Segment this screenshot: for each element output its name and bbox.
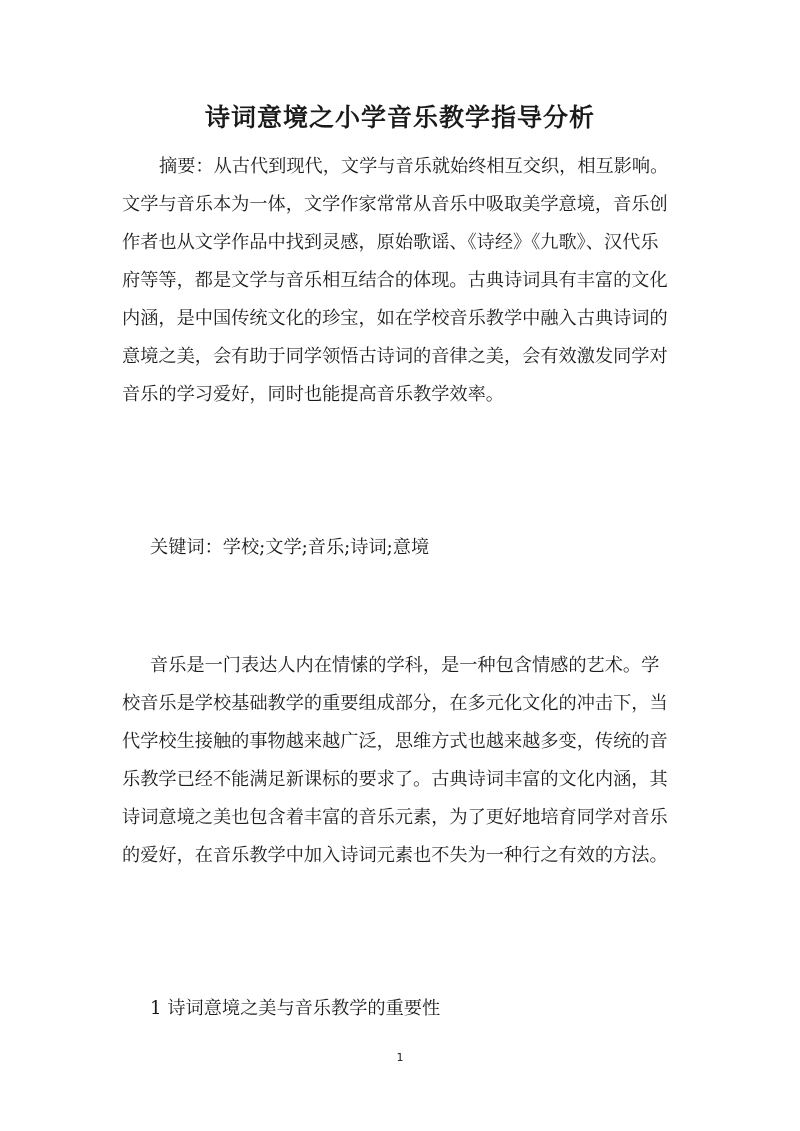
page-number: 1 — [396, 1051, 404, 1064]
body-paragraph — [122, 647, 682, 875]
body-line: 诗词意境之美也包含着丰富的音乐元素，为了更好地培育同学对音乐 — [122, 807, 668, 828]
keywords-line: 关键词：学校;文学;音乐;诗词;意境 — [150, 537, 430, 558]
abstract-line: 摘要：从古代到现代，文学与音乐就始终相互交织，相互影响。 — [159, 156, 669, 177]
body-line: 校音乐是学校基础教学的重要组成部分，在多元化文化的冲击下，当 — [122, 693, 668, 714]
abstract-line: 府等等，都是文学与音乐相互结合的体现。古典诗词具有丰富的文化 — [122, 270, 668, 291]
body-line: 的爱好，在音乐教学中加入诗词元素也不失为一种行之有效的方法。 — [122, 845, 668, 866]
document-title: 诗词意境之小学音乐教学指导分析 — [204, 103, 595, 132]
abstract-paragraph — [122, 148, 682, 414]
abstract-line: 音乐的学习爱好，同时也能提高音乐教学效率。 — [122, 384, 504, 405]
abstract-line: 作者也从文学作品中找到灵感，原始歌谣、《诗经》《九歌》、汉代乐 — [122, 232, 659, 253]
abstract-line: 文学与音乐本为一体，文学作家常常从音乐中吸取美学意境，音乐创 — [122, 194, 668, 215]
body-line: 代学校生接触的事物越来越广泛，思维方式也越来越多变，传统的音 — [122, 731, 668, 752]
body-line: 乐教学已经不能满足新课标的要求了。古典诗词丰富的文化内涵，其 — [122, 769, 668, 790]
abstract-line: 内涵，是中国传统文化的珍宝，如在学校音乐教学中融入古典诗词的 — [122, 308, 668, 329]
section-heading: 1 诗词意境之美与音乐教学的重要性 — [150, 998, 441, 1019]
body-line: 音乐是一门表达人内在情愫的学科，是一种包含情感的艺术。学 — [150, 655, 660, 676]
abstract-line: 意境之美，会有助于同学领悟古诗词的音律之美，会有效激发同学对 — [122, 346, 668, 367]
